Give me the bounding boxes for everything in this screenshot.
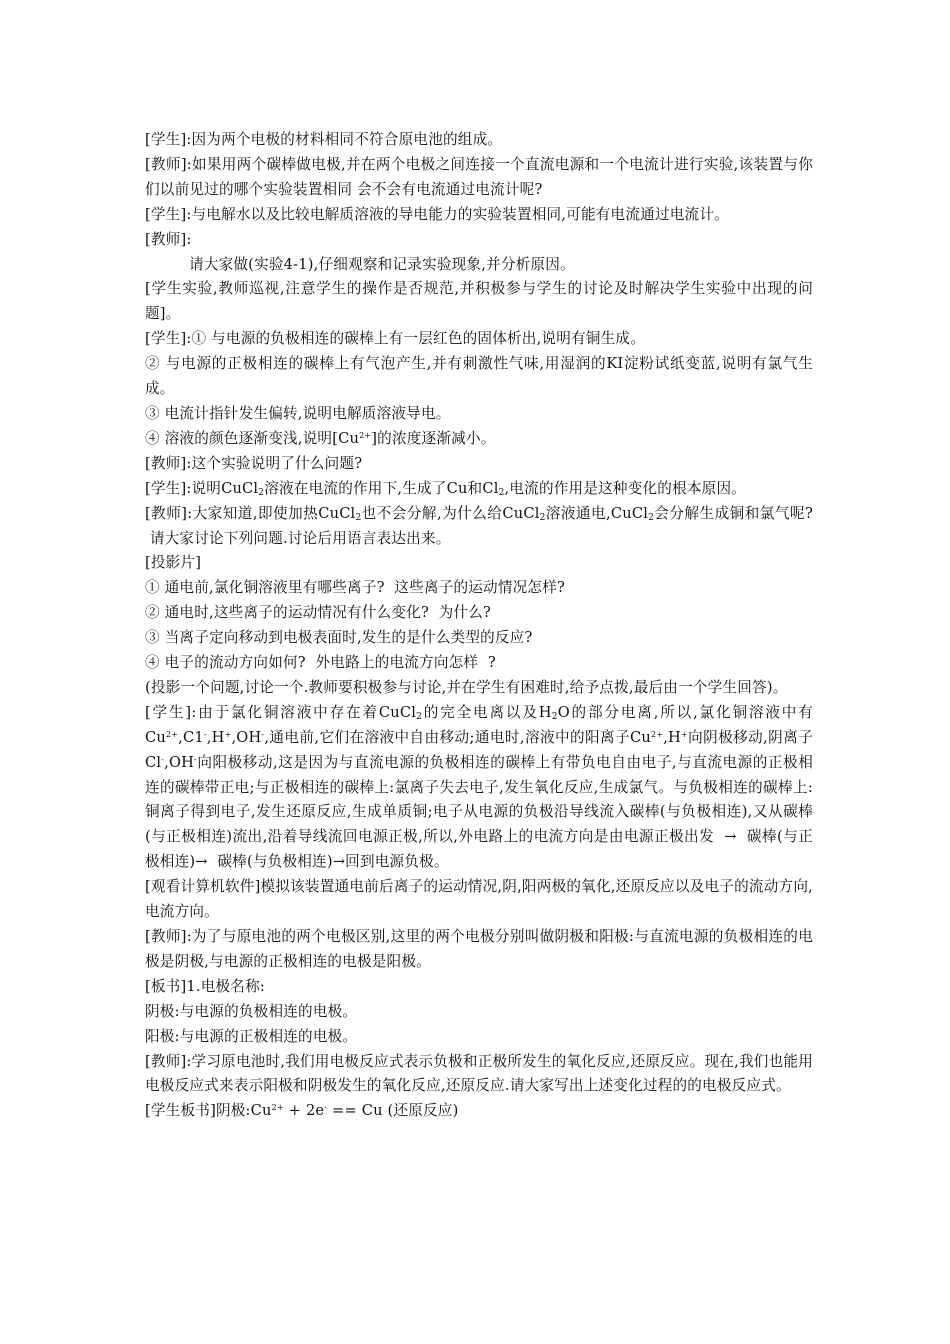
document-body (145, 128, 813, 1124)
paragraph: [学生]:说明CuCl$_2$溶液在电流的作用下,生成了Cu和$Cl_2$,电流的作用是这种变化的根本原因。 (145, 479, 747, 498)
paragraph: [学生]:由于氯化铜溶液中存在着CuCl$_2$的完全电离以及$H_2O$的部分电离,所以,氯化铜溶液中有$Cu^{2+},C1^-,H^+,OH^-$,通电前,它们在溶液中自由移动;通电时,溶液中的阳离子$Cu^{2+},H^+$向阴极移动,阴离子Cl-,OH-向阳极移动,这是因为与直流电源的负极相连的碳棒上有带负电自由电子,与直流电源的正极相连的碳棒带正电;与正极相连的碳棒上:氯离子失去电子,发生氧化反应,生成氯气。与负极相连的碳棒上:铜离子得到电子,发生还原反应,生成单质铜;电子从电源的负极沿导线流入碳棒(与负极相连),又从碳棒(与正极相连)流出,沿着导线流回电源正极,所以,外电路上的电流方向是由电源正极出发 → 碳棒(与正极相连)→ 碳棒(与负极相连)→回到电源负极。 (145, 703, 813, 871)
paragraph: ② 通电时,这些离子的运动情况有什么变化? 为什么? (145, 604, 492, 622)
paragraph: 请大家做(实验4-1),仔细观察和记录实验现象,并分析原因。 (189, 255, 575, 273)
paragraph: ④ 电子的流动方向如何? 外电路上的电流方向怎样 ? (145, 654, 496, 672)
paragraph: [教师]:学习原电池时,我们用电极反应式表示负极和正极所发生的氧化反应,还原反应。现在,我们也能用电极反应式来表示阳极和阴极发生的氧化反应,还原反应.请大家写出上述变化过程的的电极反应式。 (145, 1052, 813, 1095)
paragraph: [学生]:因为两个电极的材料相同不符合原电池的组成。 (145, 131, 503, 148)
paragraph: ② 与电源的正极相连的碳棒上有气泡产生,并有刺激性气味,用湿润的KI淀粉试纸变蓝,说明有氯气生成。 (145, 355, 813, 398)
paragraph: [板书]1.电极名称: (145, 977, 265, 995)
paragraph: [教师]: (145, 230, 192, 248)
paragraph: ④ 溶液的颜色逐渐变浅,说明$[Cu^{2+}]$的浓度逐渐减小。 (145, 429, 496, 447)
paragraph: [观看计算机软件]模拟该装置通电前后离子的运动情况,阴,阳两极的氧化,还原反应以及电子的流动方向,电流方向。 (145, 878, 813, 921)
paragraph: [教师]:大家知道,即使加热CuCl$_2$也不会分解,为什么给CuCl$_2$溶液通电,CuCl$_2$会分解生成铜和氯气呢? 请大家讨论下列问题.讨论后用语言表达出来。 (145, 504, 813, 547)
paragraph: ③ 电流计指针发生偏转,说明电解质溶液导电。 (145, 404, 451, 422)
paragraph: [教师]:为了与原电池的两个电极区别,这里的两个电极分别叫做阴极和阳极:与直流电源的负极相连的电极是阴极,与电源的正极相连的电极是阳极。 (145, 928, 813, 970)
paragraph: [学生实验,教师巡视,注意学生的操作是否规范,并积极参与学生的讨论及时解决学生实验中出现的问题]。 (145, 280, 813, 323)
paragraph: [学生]:与电解水以及比较电解质溶液的导电能力的实验装置相同,可能有电流通过电流计。 (145, 205, 729, 223)
paragraph: [学生板书]阴极$:Cu^{2+} + 2e^- == Cu$ (还原反应) (145, 1102, 459, 1120)
paragraph: ① 通电前,氯化铜溶液里有哪些离子? 这些离子的运动情况怎样? (145, 579, 566, 597)
paragraph: [学生]:① 与电源的负极相连的碳棒上有一层红色的固体析出,说明有铜生成。 (145, 330, 645, 348)
paragraph: [教师]:如果用两个碳棒做电极,并在两个电极之间连接一个直流电源和一个电流计进行实验,该装置与你们以前见过的哪个实验装置相同 会不会有电流通过电流计呢? (145, 155, 813, 198)
paragraph: 阴极:与电源的负极相连的电极。 (145, 1002, 358, 1020)
paragraph: 阳极:与电源的正极相连的电极。 (145, 1027, 358, 1045)
paragraph: (投影一个问题,讨论一个.教师要积极参与讨论,并在学生有困难时,给予点拨,最后由一个学生回答)。 (145, 678, 788, 696)
paragraph: [投影片] (145, 554, 202, 572)
paragraph: ③ 当离子定向移动到电极表面时,发生的是什么类型的反应? (145, 629, 533, 647)
paragraph: [教师]:这个实验说明了什么问题? (145, 454, 363, 472)
